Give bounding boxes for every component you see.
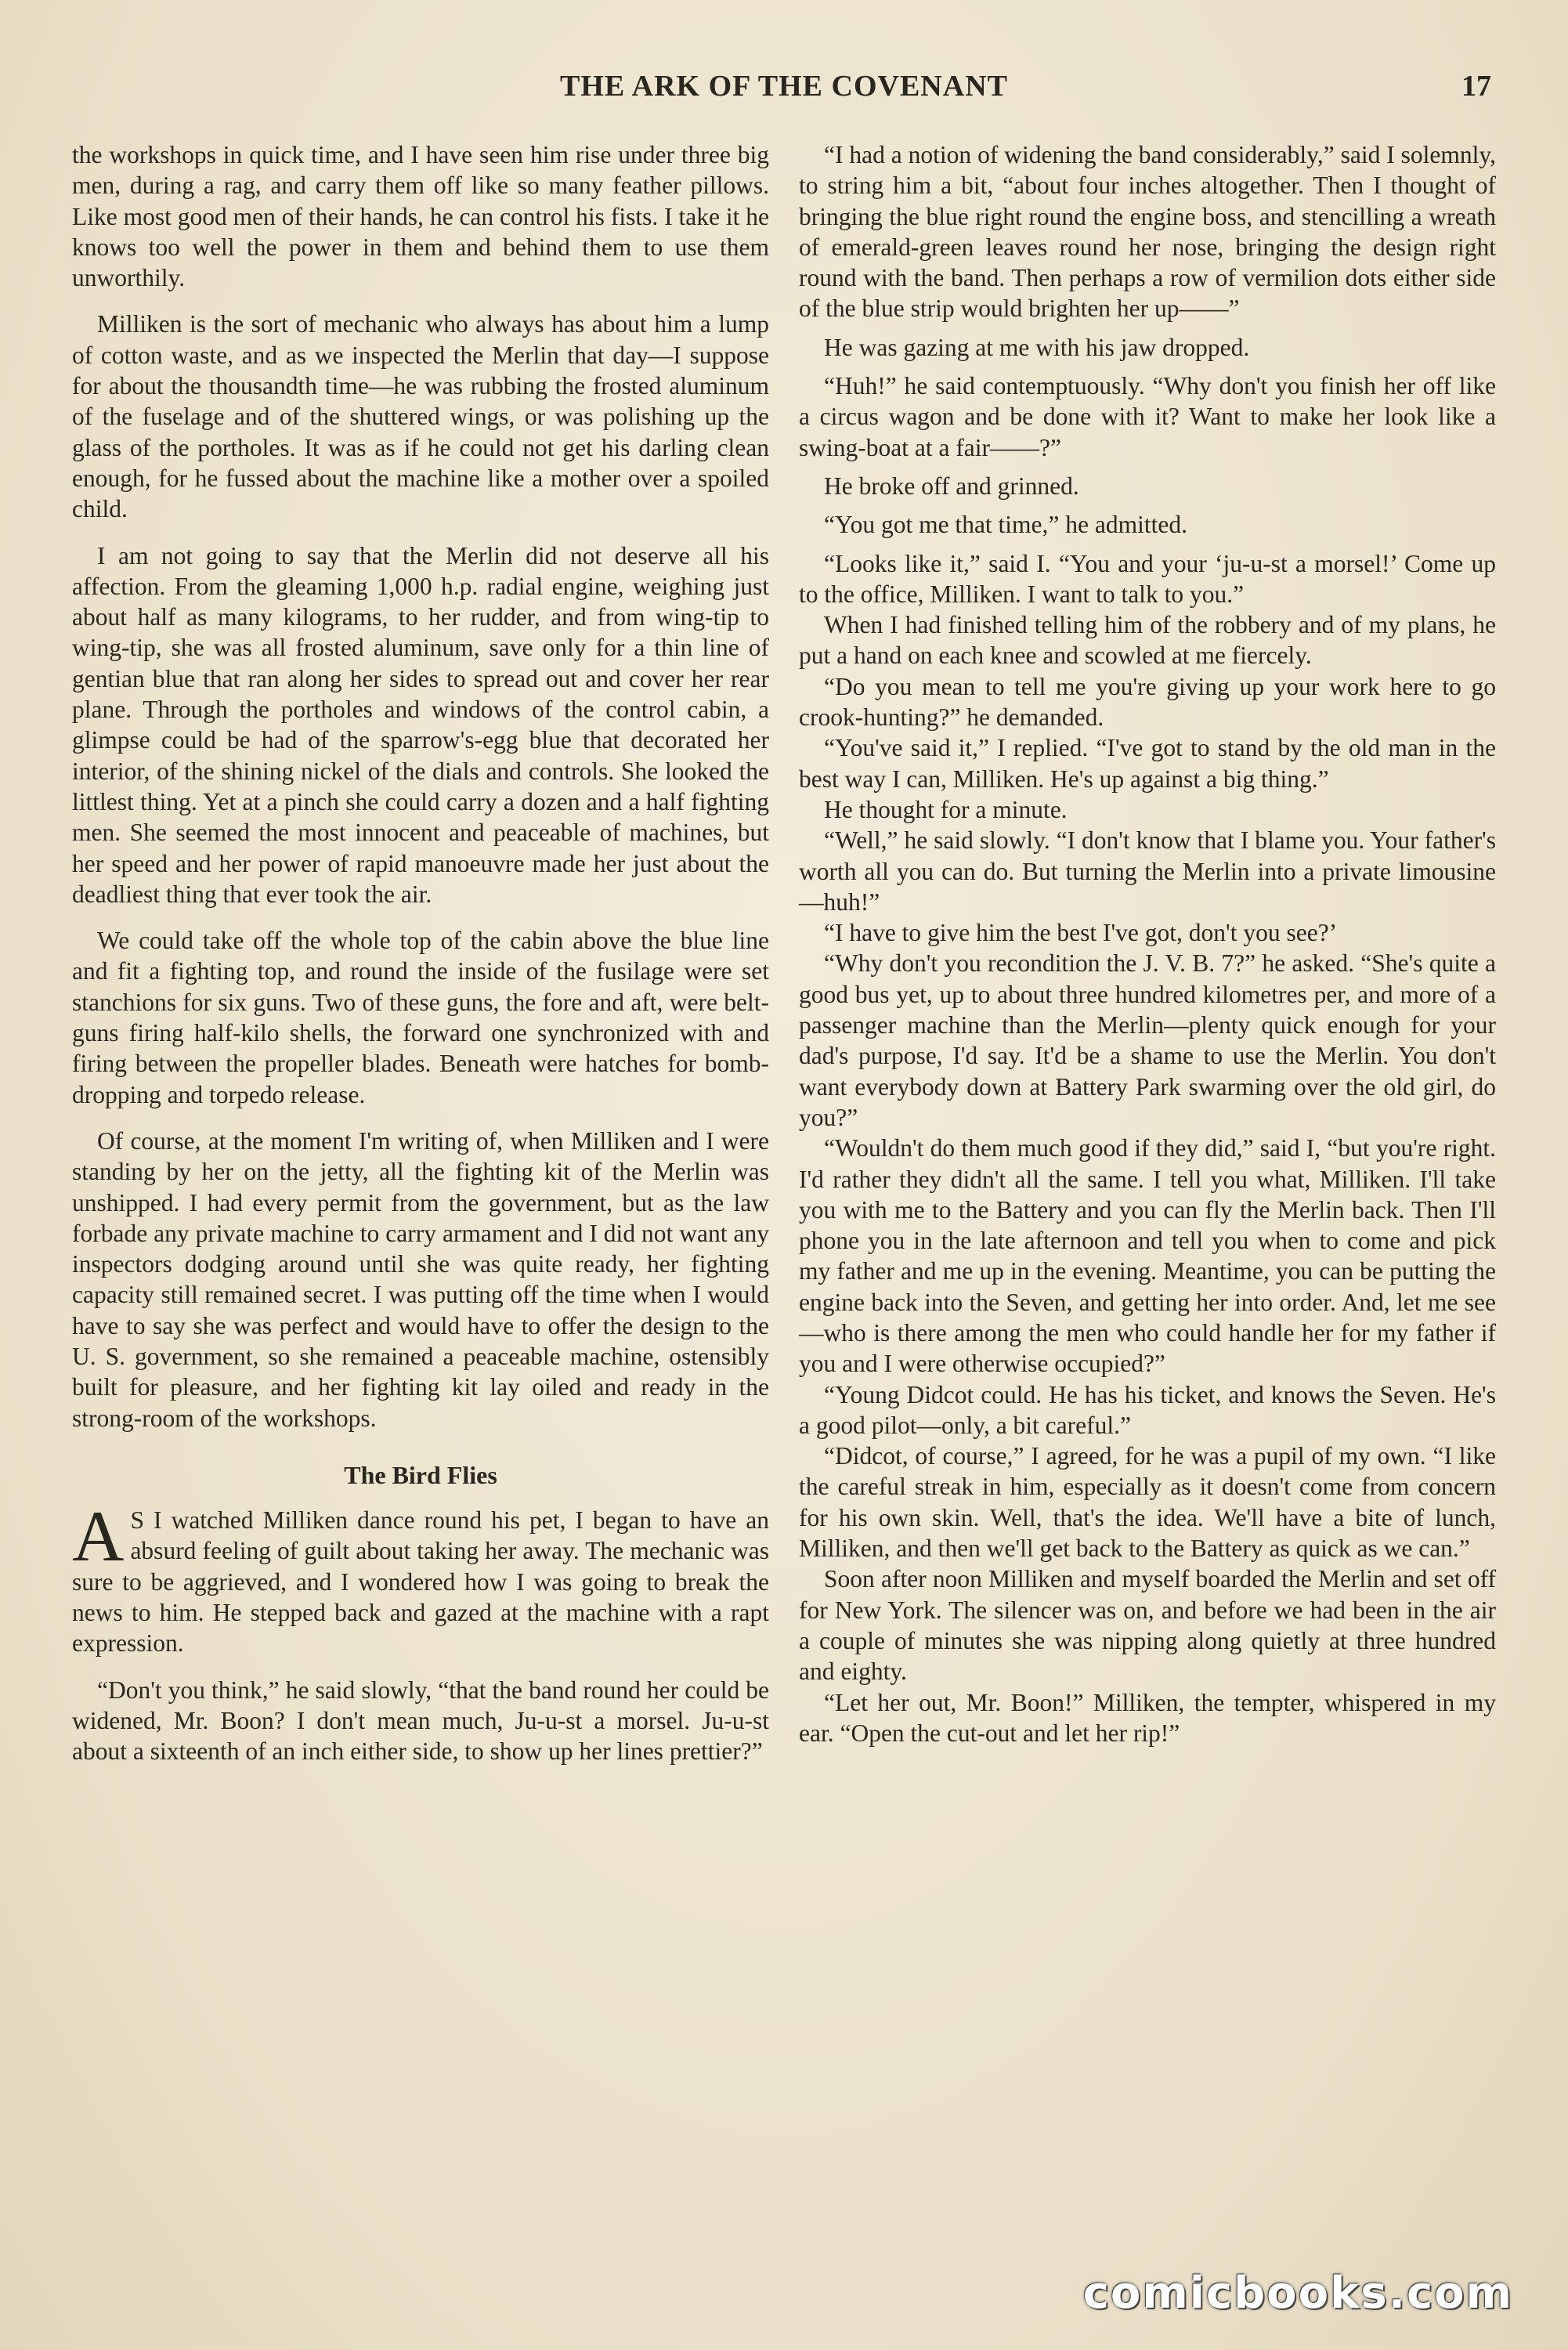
right-column bbox=[799, 139, 1496, 1748]
paragraph: He broke off and grinned. bbox=[824, 472, 1079, 500]
paragraph: “Wouldn't do them much good if they did,” said I, “but you're right. I'd rather they didn't all the same. I tell you what, Milliken. I'll take you with me to the Battery and you can fly the Merlin back. Then I'll phone you in the late afternoon and tell you when to come and pick my father and me up in the evening. Meantime, you can be putting the engine back into the Seven, and getting her into order. And, let me see—who is there among the men who could handle her for my father if you and I were otherwise occupied?” bbox=[799, 1134, 1496, 1378]
paragraph: “Looks like it,” said I. “You and your ‘ju-u-st a morsel!’ Come up to the office, Milliken. I want to talk to you.” bbox=[799, 549, 1496, 608]
paragraph: Milliken is the sort of mechanic who always has about him a lump of cotton waste, and as we inspected the Merlin that day—I suppose for about the thousandth time—he was rubbing the frosted aluminum of the fuselage and of the shuttered wings, or was polishing up the glass of the portholes. It was as if he could not get his darling clean enough, for he fussed about the machine like a mother over a spoiled child. bbox=[72, 310, 769, 523]
site-watermark: comicbooks.com bbox=[1082, 2268, 1513, 2319]
paragraph: “Don't you think,” he said slowly, “that the band round her could be widened, Mr. Boon? I don't mean much, Ju-u-st a morsel. Ju-u-st about a sixteenth of an inch either side, to show up her lines prettier?” bbox=[72, 1676, 769, 1766]
dropcap-paragraph-text: S I watched Milliken dance round his pet, I began to have an absurd feeling of guilt about taking her away. The mechanic was sure to be aggrieved, and I wondered how I was going to break the news to him. He stepped back and gazed at the machine with a rapt expression. bbox=[72, 1506, 769, 1658]
paragraph: “Let her out, Mr. Boon!” Milliken, the tempter, whispered in my ear. “Open the cut-out and let her rip!” bbox=[799, 1688, 1496, 1747]
paragraph: “Do you mean to tell me you're giving up your work here to go crook-hunting?” he demanded. bbox=[799, 672, 1496, 732]
paragraph: I am not going to say that the Merlin did not deserve all his affection. From the gleaming 1,000 h.p. radial engine, weighing just about half as many kilograms, to her rudder, and from wing-tip to wing-tip, she was all frosted aluminum, save only for a thin line of gentian blue that ran along her sides to spread out and cover her rear plane. Through the portholes and windows of the control cabin, a glimpse could be had of the sparrow's-egg blue that decorated her interior, of the shining nickel of the dials and controls. She looked the littlest thing. Yet at a pinch she could carry a dozen and a half fighting men. She seemed the most innocent and peaceable of machines, but her speed and her power of rapid manoeuvre made her just about the deadliest thing that ever took the air. bbox=[72, 541, 769, 908]
drop-cap: A bbox=[72, 1496, 125, 1577]
paragraph: “Huh!” he said contemptuously. “Why don't you finish her off like a circus wagon and be done with it? Want to make her look like a swing-boat at a fair——?” bbox=[799, 372, 1496, 461]
paragraph: We could take off the whole top of the cabin above the blue line and fit a fighting top, and round the inside of the fusilage were set stanchions for six guns. Two of these guns, the fore and aft, were belt-guns firing half-kilo shells, the forward one synchronized with and firing between the propeller blades. Beneath were hatches for bomb-dropping and torpedo release. bbox=[72, 927, 769, 1108]
paragraph: “I have to give him the best I've got, don't you see?’ bbox=[824, 919, 1338, 947]
paragraph: Soon after noon Milliken and myself boarded the Merlin and set off for New York. The silencer was on, and before we had been in the air a couple of minutes she was nipping along quietly at three hundred and eighty. bbox=[799, 1565, 1496, 1686]
paragraph: He was gazing at me with his jaw dropped. bbox=[824, 333, 1250, 361]
paragraph: “Why don't you recondition the J. V. B. 7?” he asked. “She's quite a good bus yet, up to about three hundred kilometres per, and more of a passenger machine than the Merlin—plenty quick enough for your dad's purpose, I'd say. It'd be a shame to use the Merlin. You don't want everybody down at Battery Park swarming over the old girl, do you?” bbox=[799, 949, 1496, 1131]
paragraph: “Well,” he said slowly. “I don't know that I blame you. Your father's worth all you can do. But turning the Merlin into a private limousine—huh!” bbox=[799, 826, 1496, 916]
paragraph: “You've said it,” I replied. “I've got to stand by the old man in the best way I can, Milliken. He's up against a big thing.” bbox=[799, 734, 1496, 793]
paragraph: “I had a notion of widening the band considerably,” said I solemnly, to string him a bit, “about four inches altogether. Then I thought of bringing the blue right round the engine boss, and stencilling a wreath of emerald-green leaves round her nose, bringing the design right round with the band. Then perhaps a row of vermilion dots either side of the blue strip would brighten her up——” bbox=[799, 141, 1496, 323]
left-column bbox=[72, 139, 769, 1767]
dropcap-paragraph bbox=[72, 1496, 769, 1658]
paragraph: the workshops in quick time, and I have seen him rise under three big men, during a rag, and carry them off like so many feather pillows. Like most good men of their hands, he can control his fists. I take it he knows too well the power in them and behind them to use them unworthily. bbox=[72, 141, 769, 292]
section-subhead: The Bird Flies bbox=[344, 1460, 497, 1489]
paragraph: “Didcot, of course,” I agreed, for he was a pupil of my own. “I like the careful streak in him, especially as it doesn't come from concern for his own skin. Well, that's the idea. We'll have a bite of lunch, Milliken, and then we'll get back to the Battery as quick as we can.” bbox=[799, 1442, 1496, 1563]
page-number: 17 bbox=[1461, 70, 1491, 103]
running-title: THE ARK OF THE COVENANT bbox=[560, 70, 1008, 103]
paragraph: Of course, at the moment I'm writing of, when Milliken and I were standing by her on the jetty, all the fighting kit of the Merlin was unshipped. I had every permit from the government, but as the law forbade any private machine to carry armament and I did not want any inspectors dodging around until she was quite ready, her fighting capacity still remained secret. I was putting off the time when I would have to say she was perfect and would have to offer the design to the U. S. government, so she remained a peaceable machine, ostensibly built for pleasure, and her fighting kit lay oiled and ready in the strong-room of the workshops. bbox=[72, 1126, 769, 1432]
paragraph: He thought for a minute. bbox=[824, 795, 1068, 823]
paragraph: “You got me that time,” he admitted. bbox=[824, 511, 1187, 539]
paragraph: “Young Didcot could. He has his ticket, and knows the Seven. He's a good pilot—only, a bit careful.” bbox=[799, 1380, 1496, 1439]
paragraph: When I had finished telling him of the robbery and of my plans, he put a hand on each knee and scowled at me fiercely. bbox=[799, 611, 1496, 670]
